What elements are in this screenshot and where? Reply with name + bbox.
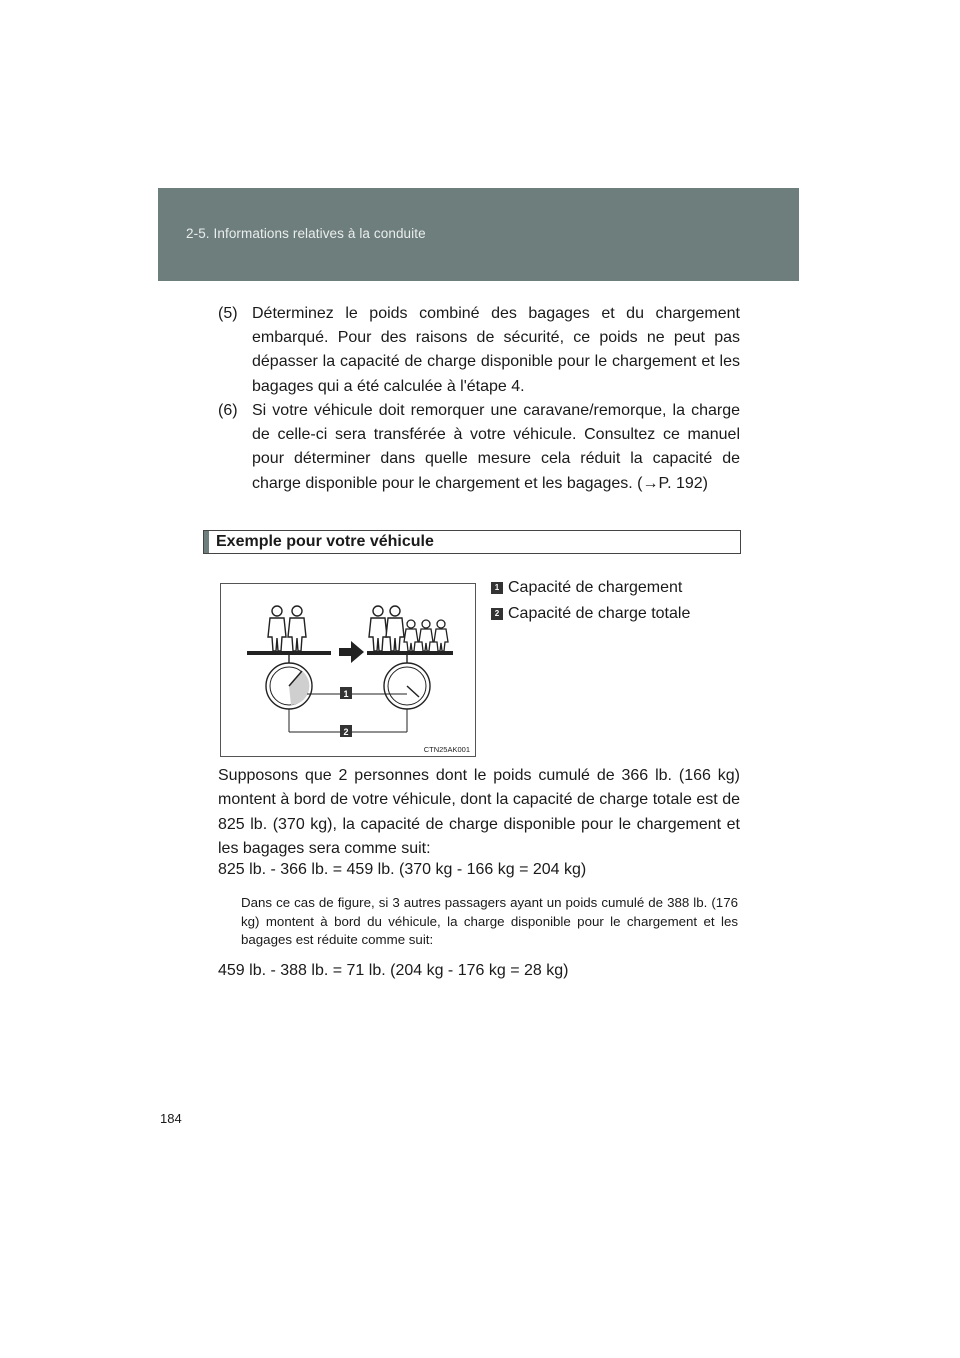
example-paragraph: Supposons que 2 personnes dont le poids cumulé de 366 lb. (166 kg) montent à bord de votre véhicule, dont la capacité de charge totale est de 825 lb. (370 kg), la capacité de charge disponible pour le chargement et les bagages sera comme suit: (218, 767, 740, 858)
section-breadcrumb: 2-5. Informations relatives à la conduite (186, 226, 426, 241)
legend-label: Capacité de charge totale (508, 605, 691, 622)
note-paragraph: Dans ce cas de figure, si 3 autres passagers ayant un poids cumulé de 388 lb. (176 kg) montent à bord du véhicule, la charge disponible pour le chargement et les bagages est réduite comme suit: (241, 895, 738, 948)
legend-label: Capacité de chargement (508, 579, 683, 596)
page-number: 184 (160, 1111, 182, 1126)
step-number: (6) (218, 402, 238, 419)
load-illustration (221, 584, 475, 756)
step-6 (218, 399, 740, 496)
person-icon (288, 606, 306, 651)
calculation-2: 459 lb. - 388 lb. = 71 lb. (204 kg - 176 kg = 28 kg) (218, 962, 569, 979)
legend-number-badge: 2 (491, 608, 503, 620)
heading-accent-bar (204, 531, 209, 553)
callout-1-label: 1 (343, 689, 349, 699)
figure-code: CTN25AK001 (423, 745, 470, 754)
legend-number-badge: 1 (491, 582, 503, 594)
step-5 (218, 302, 740, 399)
load-capacity-figure (220, 583, 476, 757)
step-text: Si votre véhicule doit remorquer une caravane/remorque, la charge de celle-ci sera transférée à votre véhicule. Consultez ce manuel pour déterminer dans quelle mesure cela réduit la capacité de charge disponible pour le chargement et les bagages. (→P. 192) (252, 402, 740, 492)
calculation-1: 825 lb. - 366 lb. = 459 lb. (370 kg - 166 kg = 204 kg) (218, 861, 587, 878)
section-heading-box (203, 530, 741, 554)
arrow-right-icon (339, 641, 364, 663)
callout-2-label: 2 (343, 727, 349, 737)
section-title: Exemple pour votre véhicule (216, 533, 434, 550)
section-header-bar (158, 188, 799, 281)
step-number: (5) (218, 305, 238, 322)
step-text: Déterminez le poids combiné des bagages et du chargement embarqué. Pour des raisons de sécurité, ce poids ne peut pas dépasser la capacité de charge disponible pour le chargement et les bagages qui a été calculée à l'étape 4. (252, 305, 740, 395)
person-icon (268, 606, 286, 651)
